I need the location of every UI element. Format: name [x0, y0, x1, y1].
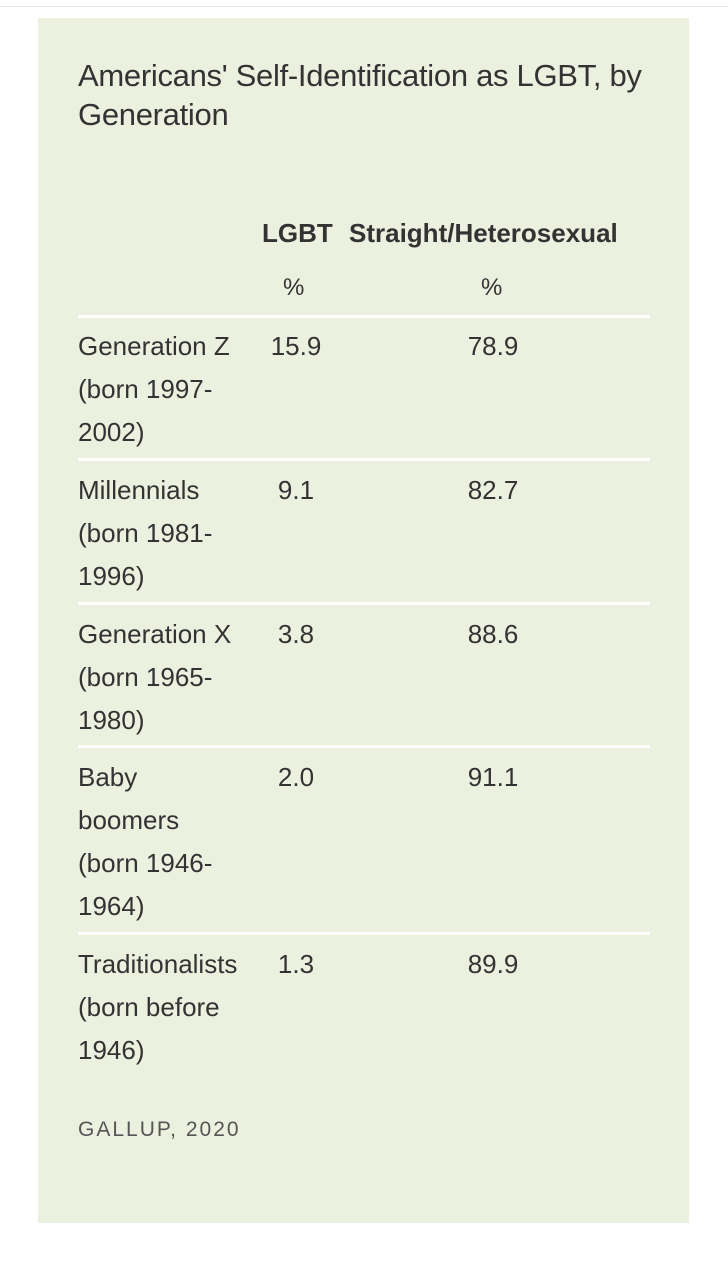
cell-straight-baby-boomers: 91.1	[467, 762, 519, 792]
top-bar	[0, 0, 728, 7]
column-unit-lgbt: %	[283, 274, 305, 301]
column-header-straight: Straight/Heterosexual	[349, 218, 618, 248]
cell-lgbt-baby-boomers: 2.0	[277, 762, 315, 792]
cell-lgbt-traditionalists: 1.3	[277, 949, 315, 979]
row-label-baby-boomers: Baby boomers (born 1946-1964)	[78, 762, 213, 921]
cell-straight-generation-z: 78.9	[467, 331, 519, 361]
row-divider	[78, 932, 650, 935]
header-divider	[78, 315, 650, 318]
cell-lgbt-generation-z: 15.9	[270, 331, 322, 361]
row-label-traditionalists: Traditionalists (born before 1946)	[78, 949, 238, 1065]
cell-lgbt-generation-x: 3.8	[277, 619, 315, 649]
table-card	[38, 18, 689, 1223]
cell-straight-millennials: 82.7	[467, 475, 519, 505]
column-header-lgbt: LGBT	[262, 218, 333, 248]
source-credit: GALLUP, 2020	[78, 1118, 241, 1141]
cell-lgbt-millennials: 9.1	[277, 475, 315, 505]
cell-straight-traditionalists: 89.9	[467, 949, 519, 979]
table-title: Americans' Self-Identification as LGBT, by Generation	[78, 58, 642, 132]
row-divider	[78, 745, 650, 748]
row-label-generation-z: Generation Z (born 1997-2002)	[78, 331, 230, 447]
column-unit-straight: %	[481, 274, 503, 301]
row-label-millennials: Millennials (born 1981-1996)	[78, 475, 213, 591]
row-divider	[78, 458, 650, 461]
cell-straight-generation-x: 88.6	[467, 619, 519, 649]
row-label-generation-x: Generation X (born 1965-1980)	[78, 619, 232, 735]
row-divider	[78, 602, 650, 605]
